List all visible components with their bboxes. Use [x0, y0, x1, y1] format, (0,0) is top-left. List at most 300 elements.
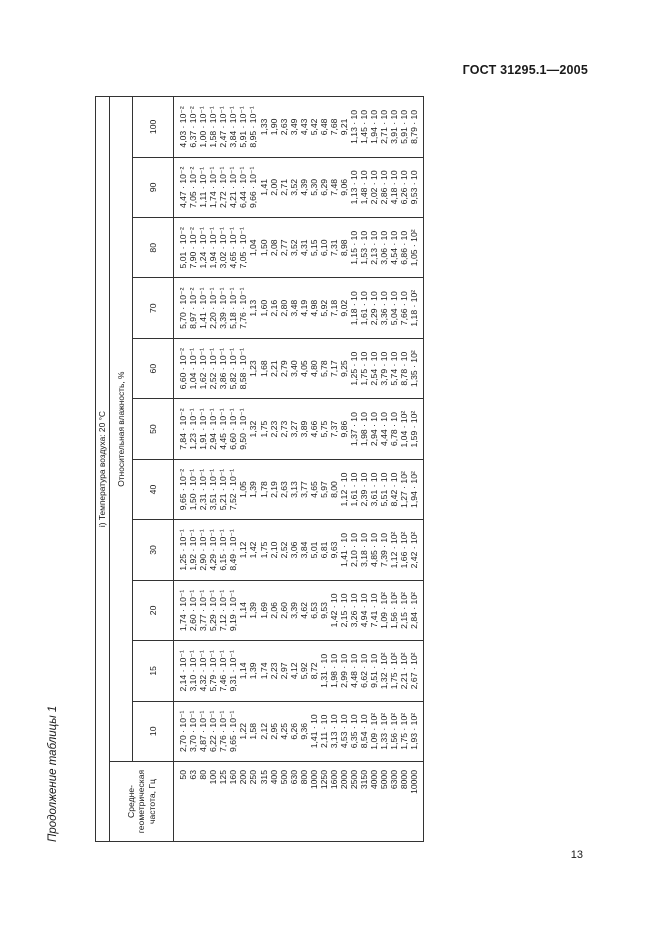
value-cell: 5,79 · 10⁻¹: [208, 641, 218, 701]
page-number: 13: [570, 849, 583, 861]
value-cell: 6,37 · 10⁻²: [188, 97, 198, 157]
value-cell: 1,94 · 10: [369, 97, 379, 157]
value-cell: 6,48: [319, 97, 329, 157]
frequency-cell: 160: [228, 762, 238, 842]
value-cell: 3,84 · 10⁻¹: [228, 97, 238, 157]
value-cell: 4,48 · 10: [349, 641, 359, 701]
frequency-cell: 5000: [379, 762, 389, 842]
value-cell: 5,91 · 10⁻¹: [238, 97, 248, 157]
value-cell: 2,12: [259, 701, 269, 761]
table-row: [198, 97, 208, 842]
value-cell: 2,97: [279, 641, 289, 701]
table-row: [299, 97, 309, 842]
table-row: [379, 97, 389, 842]
value-cell: 1,59 · 10²: [409, 399, 423, 459]
value-cell: 4,21 · 10⁻¹: [228, 157, 238, 217]
value-cell: 1,13 · 10: [349, 97, 359, 157]
value-cell: 6,86 · 10: [399, 218, 409, 278]
value-cell: 5,42: [309, 97, 319, 157]
value-cell: 4,25: [279, 701, 289, 761]
rotated-page-content: [46, 97, 576, 842]
value-cell: 3,13 · 10: [329, 701, 339, 761]
value-cell: 4,43: [299, 97, 309, 157]
value-cell: 3,77 · 10⁻¹: [198, 580, 208, 640]
value-cell: 7,31: [329, 218, 339, 278]
value-cell: 1,98 · 10: [359, 399, 369, 459]
value-cell: 1,33: [259, 97, 269, 157]
value-cell: 3,39 · 10⁻¹: [218, 278, 228, 338]
frequency-cell: 50: [174, 762, 189, 842]
value-cell: 8,58 · 10⁻¹: [238, 338, 248, 398]
value-cell: 1,24 · 10⁻¹: [198, 218, 208, 278]
value-cell: 1,14: [238, 580, 248, 640]
value-cell: 7,18: [329, 278, 339, 338]
value-cell: 6,81: [319, 520, 329, 580]
value-cell: 4,98: [309, 278, 319, 338]
value-cell: 3,70 · 10⁻¹: [188, 701, 198, 761]
value-cell: 1,90: [269, 97, 279, 157]
value-cell: 1,50: [259, 218, 269, 278]
value-cell: 3,79 · 10: [379, 338, 389, 398]
value-cell: 2,39 · 10: [359, 459, 369, 519]
value-cell: 3,52: [289, 218, 299, 278]
frequency-cell: 125: [218, 762, 228, 842]
table-row: [238, 97, 248, 842]
value-cell: 9,21: [339, 97, 349, 157]
value-cell: 5,29 · 10⁻¹: [208, 580, 218, 640]
value-cell: 1,41 · 10: [309, 701, 319, 761]
value-cell: 1,94 · 10⁻¹: [208, 218, 218, 278]
value-cell: 1,75 · 10: [359, 338, 369, 398]
value-cell: 7,37: [329, 399, 339, 459]
value-cell: 1,66 · 10²: [399, 520, 409, 580]
frequency-cell: 10000: [409, 762, 423, 842]
value-cell: 3,86 · 10⁻¹: [218, 338, 228, 398]
value-cell: 4,31: [299, 218, 309, 278]
humidity-column-header: 90: [133, 157, 174, 217]
value-cell: 1,14: [238, 641, 248, 701]
value-cell: 7,46 · 10⁻¹: [218, 641, 228, 701]
humidity-column-header: 100: [133, 97, 174, 157]
value-cell: 3,02 · 10⁻¹: [218, 218, 228, 278]
value-cell: 1,39: [248, 459, 258, 519]
value-cell: 7,68: [329, 97, 339, 157]
value-cell: 9,06: [339, 157, 349, 217]
humidity-column-header: 50: [133, 399, 174, 459]
frequency-cell: 500: [279, 762, 289, 842]
value-cell: 1,58 · 10⁻¹: [208, 97, 218, 157]
value-cell: 7,76 · 10⁻¹: [238, 278, 248, 338]
value-cell: 2,21: [269, 338, 279, 398]
value-cell: 2,15 · 10: [339, 580, 349, 640]
value-cell: 9,86: [339, 399, 349, 459]
document-code: ГОСТ 31295.1—2005: [462, 63, 588, 77]
value-cell: 8,95 · 10⁻¹: [248, 97, 258, 157]
value-cell: 6,26 · 10: [399, 157, 409, 217]
value-cell: 3,51 · 10⁻¹: [208, 459, 218, 519]
value-cell: 3,48: [289, 278, 299, 338]
value-cell: 1,04: [248, 218, 258, 278]
value-cell: 5,92: [319, 278, 329, 338]
value-cell: 5,92: [299, 641, 309, 701]
value-cell: 4,94 · 10: [359, 580, 369, 640]
value-cell: 1,93 · 10²: [409, 701, 423, 761]
value-cell: 7,41 · 10: [369, 580, 379, 640]
frequency-cell: 315: [259, 762, 269, 842]
value-cell: 4,44 · 10: [379, 399, 389, 459]
value-cell: 1,48 · 10: [359, 157, 369, 217]
value-cell: 1,39: [248, 641, 258, 701]
value-cell: 3,10 · 10⁻¹: [188, 641, 198, 701]
value-cell: 1,68: [259, 338, 269, 398]
value-cell: 3,91 · 10: [389, 97, 399, 157]
table-row: [174, 97, 189, 842]
value-cell: 1,05 · 10²: [409, 218, 423, 278]
value-cell: 6,60 · 10⁻²: [174, 338, 189, 398]
value-cell: 2,99 · 10: [339, 641, 349, 701]
value-cell: 1,39: [248, 580, 258, 640]
value-cell: 1,23 · 10⁻¹: [188, 399, 198, 459]
value-cell: 7,39 · 10: [379, 520, 389, 580]
value-cell: 1,75 · 10²: [399, 701, 409, 761]
value-cell: 8,79 · 10: [409, 97, 423, 157]
table-row: [269, 97, 279, 842]
value-cell: 5,21 · 10⁻¹: [218, 459, 228, 519]
value-cell: 3,36 · 10: [379, 278, 389, 338]
value-cell: 2,54 · 10: [369, 338, 379, 398]
value-cell: 4,66: [309, 399, 319, 459]
value-cell: 2,63: [279, 97, 289, 157]
value-cell: 1,69: [259, 580, 269, 640]
humidity-column-header: 20: [133, 580, 174, 640]
value-cell: 1,60: [259, 278, 269, 338]
value-cell: 1,05: [238, 459, 248, 519]
value-cell: 2,06: [269, 580, 279, 640]
table-row: [339, 97, 349, 842]
value-cell: 9,66 · 10⁻¹: [248, 157, 258, 217]
value-cell: 1,18 · 10: [349, 278, 359, 338]
table-row: [289, 97, 299, 842]
frequency-cell: 400: [269, 762, 279, 842]
value-cell: 2,86 · 10: [379, 157, 389, 217]
value-cell: 5,30: [309, 157, 319, 217]
value-cell: 2,29 · 10: [369, 278, 379, 338]
value-cell: 7,05 · 10⁻¹: [238, 218, 248, 278]
value-cell: 1,32: [248, 399, 258, 459]
value-cell: 2,23: [269, 399, 279, 459]
value-cell: 7,52 · 10⁻¹: [228, 459, 238, 519]
value-cell: 1,09 · 10²: [379, 580, 389, 640]
value-cell: 2,08: [269, 218, 279, 278]
value-cell: 2,13 · 10: [369, 218, 379, 278]
humidity-column-header: 15: [133, 641, 174, 701]
value-cell: 2,73: [279, 399, 289, 459]
value-cell: 2,00: [269, 157, 279, 217]
value-cell: 9,65 · 10⁻²: [174, 459, 189, 519]
frequency-cell: 630: [289, 762, 299, 842]
value-cell: 9,02: [339, 278, 349, 338]
value-cell: 9,36: [299, 701, 309, 761]
frequency-cell: 250: [248, 762, 258, 842]
humidity-column-header: 30: [133, 520, 174, 580]
table-row: [349, 97, 359, 842]
value-cell: 3,77: [299, 459, 309, 519]
value-cell: 1,91 · 10⁻¹: [198, 399, 208, 459]
value-cell: 2,79: [279, 338, 289, 398]
frequency-cell: 2500: [349, 762, 359, 842]
value-cell: 1,75: [259, 399, 269, 459]
value-cell: 6,60 · 10⁻¹: [228, 399, 238, 459]
value-cell: 2,19: [269, 459, 279, 519]
value-cell: 8,98: [339, 218, 349, 278]
value-cell: 4,32 · 10⁻¹: [198, 641, 208, 701]
frequency-cell: 3150: [359, 762, 369, 842]
value-cell: 3,06: [289, 520, 299, 580]
value-cell: 3,26 · 10: [349, 580, 359, 640]
value-cell: 1,56 · 10²: [389, 580, 399, 640]
value-cell: 2,52 · 10⁻¹: [208, 338, 218, 398]
table-row: [329, 97, 339, 842]
value-cell: 1,41: [259, 157, 269, 217]
value-cell: 1,37 · 10: [349, 399, 359, 459]
value-cell: 7,17: [329, 338, 339, 398]
value-cell: 5,01 · 10⁻²: [174, 218, 189, 278]
value-cell: 9,50 · 10⁻¹: [238, 399, 248, 459]
value-cell: 8,72: [309, 641, 319, 701]
value-cell: 4,18 · 10: [389, 157, 399, 217]
value-cell: 2,11 · 10: [319, 701, 329, 761]
value-cell: 2,94 · 10⁻¹: [208, 399, 218, 459]
value-cell: 9,31 · 10⁻¹: [228, 641, 238, 701]
value-cell: 1,92 · 10⁻¹: [188, 520, 198, 580]
value-cell: 1,18 · 10²: [409, 278, 423, 338]
value-cell: 1,25 · 10: [349, 338, 359, 398]
humidity-column-header: 70: [133, 278, 174, 338]
value-cell: 5,01: [309, 520, 319, 580]
humidity-column-header: 80: [133, 218, 174, 278]
table-row: [228, 97, 238, 842]
value-cell: 6,53: [309, 580, 319, 640]
value-cell: 3,61 · 10: [369, 459, 379, 519]
value-cell: 5,82 · 10⁻¹: [228, 338, 238, 398]
value-cell: 2,90 · 10⁻¹: [198, 520, 208, 580]
table-row: [259, 97, 269, 842]
value-cell: 5,70 · 10⁻²: [174, 278, 189, 338]
value-cell: 2,67 · 10²: [409, 641, 423, 701]
value-cell: 1,75: [259, 520, 269, 580]
value-cell: 1,32 · 10²: [379, 641, 389, 701]
table-row: [359, 97, 369, 842]
value-cell: 1,12: [238, 520, 248, 580]
value-cell: 1,27 · 10²: [399, 459, 409, 519]
value-cell: 2,72 · 10⁻¹: [218, 157, 228, 217]
frequency-cell: 800: [299, 762, 309, 842]
value-cell: 9,19 · 10⁻¹: [228, 580, 238, 640]
value-cell: 1,11 · 10⁻¹: [198, 157, 208, 217]
value-cell: 5,74 · 10: [389, 338, 399, 398]
value-cell: 8,00: [329, 459, 339, 519]
value-cell: 4,05: [299, 338, 309, 398]
value-cell: 1,74: [259, 641, 269, 701]
value-cell: 2,16: [269, 278, 279, 338]
value-cell: 1,45 · 10: [359, 97, 369, 157]
value-cell: 1,15 · 10: [349, 218, 359, 278]
value-cell: 2,94 · 10: [369, 399, 379, 459]
value-cell: 4,80: [309, 338, 319, 398]
value-cell: 4,03 · 10⁻²: [174, 97, 189, 157]
value-cell: 4,62: [299, 580, 309, 640]
value-cell: 1,74 · 10⁻¹: [208, 157, 218, 217]
value-cell: 6,44 · 10⁻¹: [238, 157, 248, 217]
value-cell: 7,90 · 10⁻²: [188, 218, 198, 278]
value-cell: 1,98 · 10: [329, 641, 339, 701]
value-cell: 4,12: [289, 641, 299, 701]
frequency-cell: 1600: [329, 762, 339, 842]
attenuation-table: [95, 96, 424, 842]
value-cell: 9,63: [329, 520, 339, 580]
value-cell: 3,84: [299, 520, 309, 580]
table-row: [188, 97, 198, 842]
value-cell: 6,29: [319, 157, 329, 217]
value-cell: 1,62 · 10⁻¹: [198, 338, 208, 398]
value-cell: 2,95: [269, 701, 279, 761]
table-row: [409, 97, 423, 842]
value-cell: 5,18 · 10⁻¹: [228, 278, 238, 338]
frequency-cell: 6300: [389, 762, 399, 842]
value-cell: 2,31 · 10⁻¹: [198, 459, 208, 519]
value-cell: 9,53: [319, 580, 329, 640]
value-cell: 4,19: [299, 278, 309, 338]
value-cell: 1,13: [248, 278, 258, 338]
value-cell: 2,77: [279, 218, 289, 278]
value-cell: 2,52: [279, 520, 289, 580]
value-cell: 1,75 · 10²: [389, 641, 399, 701]
value-cell: 2,71: [279, 157, 289, 217]
value-cell: 1,09 · 10²: [369, 701, 379, 761]
value-cell: 5,51 · 10: [379, 459, 389, 519]
value-cell: 1,35 · 10²: [409, 338, 423, 398]
humidity-column-header: 10: [133, 701, 174, 761]
value-cell: 2,21 · 10²: [399, 641, 409, 701]
value-cell: 9,53 · 10: [409, 157, 423, 217]
value-cell: 4,39: [299, 157, 309, 217]
value-cell: 8,54 · 10: [359, 701, 369, 761]
value-cell: 3,39: [289, 580, 299, 640]
value-cell: 2,80: [279, 278, 289, 338]
value-cell: 4,47 · 10⁻²: [174, 157, 189, 217]
table-row: [218, 97, 228, 842]
value-cell: 2,20 · 10⁻¹: [208, 278, 218, 338]
value-cell: 1,04 · 10²: [399, 399, 409, 459]
value-cell: 7,84 · 10⁻²: [174, 399, 189, 459]
value-cell: 7,76 · 10⁻¹: [218, 701, 228, 761]
value-cell: 1,61 · 10: [349, 459, 359, 519]
value-cell: 1,41 · 10: [339, 520, 349, 580]
value-cell: 7,12 · 10⁻¹: [218, 580, 228, 640]
table-row: [208, 97, 218, 842]
value-cell: 1,50 · 10⁻¹: [188, 459, 198, 519]
value-cell: 1,22: [238, 701, 248, 761]
value-cell: 3,49: [289, 97, 299, 157]
humidity-column-header: 60: [133, 338, 174, 398]
table-row: [369, 97, 379, 842]
value-cell: 4,87 · 10⁻¹: [198, 701, 208, 761]
value-cell: 2,23: [269, 641, 279, 701]
frequency-cell: 63: [188, 762, 198, 842]
value-cell: 4,85 · 10: [369, 520, 379, 580]
value-cell: 1,42: [248, 520, 258, 580]
value-cell: 6,10: [319, 218, 329, 278]
value-cell: 3,18 · 10: [359, 520, 369, 580]
value-cell: 6,26: [289, 701, 299, 761]
value-cell: 7,05 · 10⁻²: [188, 157, 198, 217]
value-cell: 2,63: [279, 459, 289, 519]
value-cell: 1,53 · 10: [359, 218, 369, 278]
value-cell: 2,71 · 10: [379, 97, 389, 157]
value-cell: 6,35 · 10: [349, 701, 359, 761]
value-cell: 3,40: [289, 338, 299, 398]
value-cell: 4,65: [309, 459, 319, 519]
frequency-cell: 1000: [309, 762, 319, 842]
value-cell: 1,25 · 10⁻¹: [174, 520, 189, 580]
value-cell: 2,14 · 10⁻¹: [174, 641, 189, 701]
value-cell: 2,70 · 10⁻¹: [174, 701, 189, 761]
value-cell: 1,04 · 10⁻¹: [188, 338, 198, 398]
frequency-cell: 80: [198, 762, 208, 842]
table-continuation-label: Продолжение таблицы 1: [47, 705, 59, 842]
table-row: [319, 97, 329, 842]
value-cell: 4,45 · 10⁻¹: [218, 399, 228, 459]
value-cell: 5,04 · 10: [389, 278, 399, 338]
table-body: [174, 97, 424, 842]
value-cell: 3,52: [289, 157, 299, 217]
value-cell: 8,42 · 10: [389, 459, 399, 519]
value-cell: 2,60: [279, 580, 289, 640]
value-cell: 1,31 · 10: [319, 641, 329, 701]
value-cell: 1,00 · 10⁻¹: [198, 97, 208, 157]
value-cell: 4,29 · 10⁻¹: [208, 520, 218, 580]
table-row: [279, 97, 289, 842]
table-row: [309, 97, 319, 842]
frequency-cell: 8000: [399, 762, 409, 842]
value-cell: 1,33 · 10²: [379, 701, 389, 761]
frequency-cell: 100: [208, 762, 218, 842]
value-cell: 1,56 · 10²: [389, 701, 399, 761]
value-cell: 1,58: [248, 701, 258, 761]
value-cell: 5,15: [309, 218, 319, 278]
value-cell: 1,13 · 10: [349, 157, 359, 217]
value-cell: 1,74 · 10⁻¹: [174, 580, 189, 640]
value-cell: 9,25: [339, 338, 349, 398]
value-cell: 5,91 · 10: [399, 97, 409, 157]
frequency-cell: 200: [238, 762, 248, 842]
value-cell: 8,78 · 10: [399, 338, 409, 398]
value-cell: 2,42 · 10²: [409, 520, 423, 580]
value-cell: 7,66 · 10: [399, 278, 409, 338]
humidity-columns-row: [133, 97, 174, 842]
frequency-cell: 2000: [339, 762, 349, 842]
value-cell: 2,60 · 10⁻¹: [188, 580, 198, 640]
value-cell: 2,10 · 10: [349, 520, 359, 580]
value-cell: 1,42 · 10: [329, 580, 339, 640]
value-cell: 5,78: [319, 338, 329, 398]
value-cell: 3,06 · 10: [379, 218, 389, 278]
value-cell: 1,12 · 10: [339, 459, 349, 519]
value-cell: 2,84 · 10²: [409, 580, 423, 640]
frequency-cell: 4000: [369, 762, 379, 842]
value-cell: 1,12 · 10²: [389, 520, 399, 580]
value-cell: 2,47 · 10⁻¹: [218, 97, 228, 157]
